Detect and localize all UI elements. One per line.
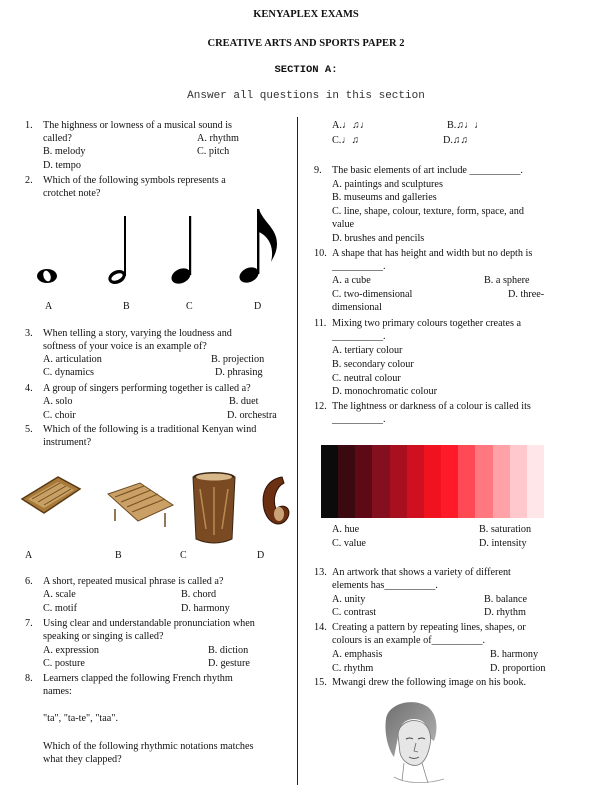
question-text: Learners clapped the following French rhythm	[43, 673, 233, 684]
question-number: 6.	[25, 576, 33, 587]
option-d[interactable]: D. intensity	[479, 538, 527, 549]
option-d[interactable]: D. three-	[508, 289, 545, 300]
answer-blank[interactable]: __________.	[332, 414, 386, 425]
left-column	[25, 119, 295, 784]
option-d[interactable]: D. orchestra	[227, 410, 277, 421]
question-text: A shape that has height and width but no depth is	[332, 248, 533, 259]
rhythm-names: "ta", "ta-te", "taa".	[43, 713, 119, 724]
option-d[interactable]: D.♫♫	[443, 135, 469, 146]
minim-note-icon[interactable]	[106, 216, 128, 287]
question-text: When telling a story, varying the loudness and	[43, 328, 232, 339]
question-number: 14.	[314, 622, 327, 633]
option-d[interactable]: D. tempo	[43, 160, 81, 171]
colour-swatch	[458, 445, 475, 518]
question-number: 2.	[25, 175, 33, 186]
question-number: 13.	[314, 567, 327, 578]
answer-blank[interactable]: __________.	[332, 331, 386, 342]
question-text: Which of the following symbols represents a	[43, 175, 226, 186]
question-text: An artwork that shows a variety of different	[332, 567, 511, 578]
colour-swatch	[475, 445, 492, 518]
option-d[interactable]: D. gesture	[208, 658, 250, 669]
question-text: Which of the following rhythmic notations matches	[43, 741, 254, 752]
option-d[interactable]: dimensional	[332, 302, 382, 313]
question-number: 15.	[314, 677, 327, 688]
question-text: speaking or singing is called?	[43, 631, 164, 642]
question-number: 3.	[25, 328, 33, 339]
colour-swatch	[493, 445, 510, 518]
question-number: 5.	[25, 424, 33, 435]
semibreve-note-icon[interactable]	[37, 269, 57, 283]
colour-swatch	[407, 445, 424, 518]
option-d[interactable]: D. rhythm	[484, 607, 526, 618]
question-text: names:	[43, 686, 72, 697]
option-d[interactable]: D. harmony	[181, 603, 230, 614]
drum-instrument-icon[interactable]	[193, 472, 235, 543]
wooden-tray-instrument-icon[interactable]	[22, 477, 80, 513]
option-a[interactable]: A. expression	[43, 645, 100, 656]
question-text: Which of the following is a traditional Kenyan wind	[43, 424, 257, 435]
option-c[interactable]: C. posture	[43, 658, 85, 669]
option-c[interactable]: C. rhythm	[332, 663, 374, 674]
question-number: 1.	[25, 120, 33, 131]
option-a[interactable]: A.♩♫♩	[332, 120, 370, 131]
option-b[interactable]: B. diction	[208, 645, 249, 656]
option-a[interactable]: A. hue	[332, 524, 360, 535]
question-text: colours is an example of__________.	[332, 635, 486, 646]
question-text: The highness or lowness of a musical sound is	[43, 120, 233, 131]
question-text: Mwangi drew the following image on his book.	[332, 677, 527, 688]
colour-swatch	[527, 445, 544, 518]
option-c[interactable]: C. value	[332, 538, 366, 549]
option-d[interactable]: D. phrasing	[215, 367, 263, 378]
option-a[interactable]: A. emphasis	[332, 649, 383, 660]
option-b[interactable]: B. saturation	[479, 524, 532, 535]
paper-title: CREATIVE ARTS AND SPORTS PAPER 2	[207, 38, 405, 49]
portrait-sketch-image[interactable]	[364, 697, 454, 787]
section-instruction: Answer all questions in this section	[187, 90, 425, 102]
colour-swatch	[390, 445, 407, 518]
colour-swatch	[372, 445, 389, 518]
question-text: Using clear and understandable pronunciation when	[43, 618, 255, 629]
right-column	[314, 119, 604, 784]
option-a[interactable]: A. rhythm	[197, 133, 239, 144]
question-text: elements has__________.	[332, 580, 438, 591]
option-b[interactable]: B. secondary colour	[332, 359, 414, 370]
option-b[interactable]: B. a sphere	[484, 275, 530, 286]
section-title: SECTION A:	[274, 64, 338, 76]
question-text: called?	[43, 133, 72, 144]
question-number: 8.	[25, 673, 33, 684]
option-b[interactable]: B.♫♩♩	[447, 120, 485, 131]
question-number: 4.	[25, 383, 33, 394]
option-c[interactable]: C.♩♫	[332, 135, 360, 146]
colour-swatch	[424, 445, 441, 518]
xylophone-instrument-icon[interactable]	[108, 483, 173, 527]
question-number: 12.	[314, 401, 327, 412]
option-c[interactable]: C. motif	[43, 603, 77, 614]
question-text: A short, repeated musical phrase is called a?	[43, 576, 224, 587]
column-divider	[297, 117, 298, 785]
exam-title: KENYAPLEX EXAMS	[253, 9, 359, 20]
option-c-label: C	[180, 550, 187, 561]
option-a-label: A	[25, 550, 33, 561]
option-b[interactable]: B. projection	[211, 354, 265, 365]
option-b[interactable]: B. melody	[43, 146, 86, 157]
colour-swatch	[338, 445, 355, 518]
option-a[interactable]: A. scale	[43, 589, 76, 600]
question-number: 10.	[314, 248, 327, 259]
note-symbols-figure	[25, 204, 295, 304]
option-c[interactable]: C. choir	[43, 410, 76, 421]
option-c[interactable]: C. dynamics	[43, 367, 94, 378]
option-d-label: D	[257, 550, 265, 561]
option-b[interactable]: B. balance	[484, 594, 527, 605]
colour-swatch	[441, 445, 458, 518]
question-text: Mixing two primary colours together creates a	[332, 318, 521, 329]
option-c[interactable]: C. neutral colour	[332, 373, 401, 384]
option-b[interactable]: B. harmony	[490, 649, 539, 660]
colour-swatch	[321, 445, 338, 518]
option-c[interactable]: C. pitch	[197, 146, 230, 157]
option-d[interactable]: D. brushes and pencils	[332, 233, 425, 244]
question-text: crotchet note?	[43, 188, 101, 199]
instruments-figure	[20, 469, 295, 549]
option-c[interactable]: C. line, shape, colour, texture, form, space, and	[332, 206, 524, 217]
option-a[interactable]: A. solo	[43, 396, 73, 407]
question-text: Creating a pattern by repeating lines, shapes, or	[332, 622, 526, 633]
question-number: 7.	[25, 618, 33, 629]
question-text: what they clapped?	[43, 754, 122, 765]
option-b[interactable]: B. chord	[181, 589, 217, 600]
question-text: A group of singers performing together is called a?	[43, 383, 251, 394]
answer-blank[interactable]: __________.	[332, 261, 386, 272]
option-a-label: A	[45, 301, 53, 312]
option-a[interactable]: A. articulation	[43, 354, 102, 365]
option-a[interactable]: A. a cube	[332, 275, 371, 286]
option-b-label: B	[115, 550, 122, 561]
question-text: The basic elements of art include __________.	[332, 165, 523, 176]
animal-horn-instrument-icon[interactable]	[263, 477, 289, 524]
option-a[interactable]: A. paintings and sculptures	[332, 179, 443, 190]
option-b-label: B	[123, 301, 130, 312]
question-number: 9.	[314, 165, 322, 176]
question-text: The lightness or darkness of a colour is called its	[332, 401, 531, 412]
quaver-note-icon[interactable]	[237, 209, 277, 286]
option-a[interactable]: A. tertiary colour	[332, 345, 403, 356]
colour-swatch	[510, 445, 527, 518]
option-b[interactable]: B. museums and galleries	[332, 192, 437, 203]
question-text: softness of your voice is an example of?	[43, 341, 207, 352]
option-c[interactable]: C. two-dimensional	[332, 289, 413, 300]
question-number: 11.	[314, 318, 327, 329]
question-text: instrument?	[43, 437, 92, 448]
colour-swatch	[355, 445, 372, 518]
option-c-label: C	[186, 301, 193, 312]
colour-value-scale	[321, 445, 544, 518]
option-c[interactable]: value	[332, 219, 355, 230]
option-d-label: D	[254, 301, 262, 312]
option-c[interactable]: C. contrast	[332, 607, 377, 618]
option-d[interactable]: D. proportion	[490, 663, 546, 674]
option-d[interactable]: D. monochromatic colour	[332, 386, 437, 397]
option-b[interactable]: B. duet	[229, 396, 259, 407]
option-a[interactable]: A. unity	[332, 594, 366, 605]
crotchet-note-icon[interactable]	[169, 216, 193, 287]
